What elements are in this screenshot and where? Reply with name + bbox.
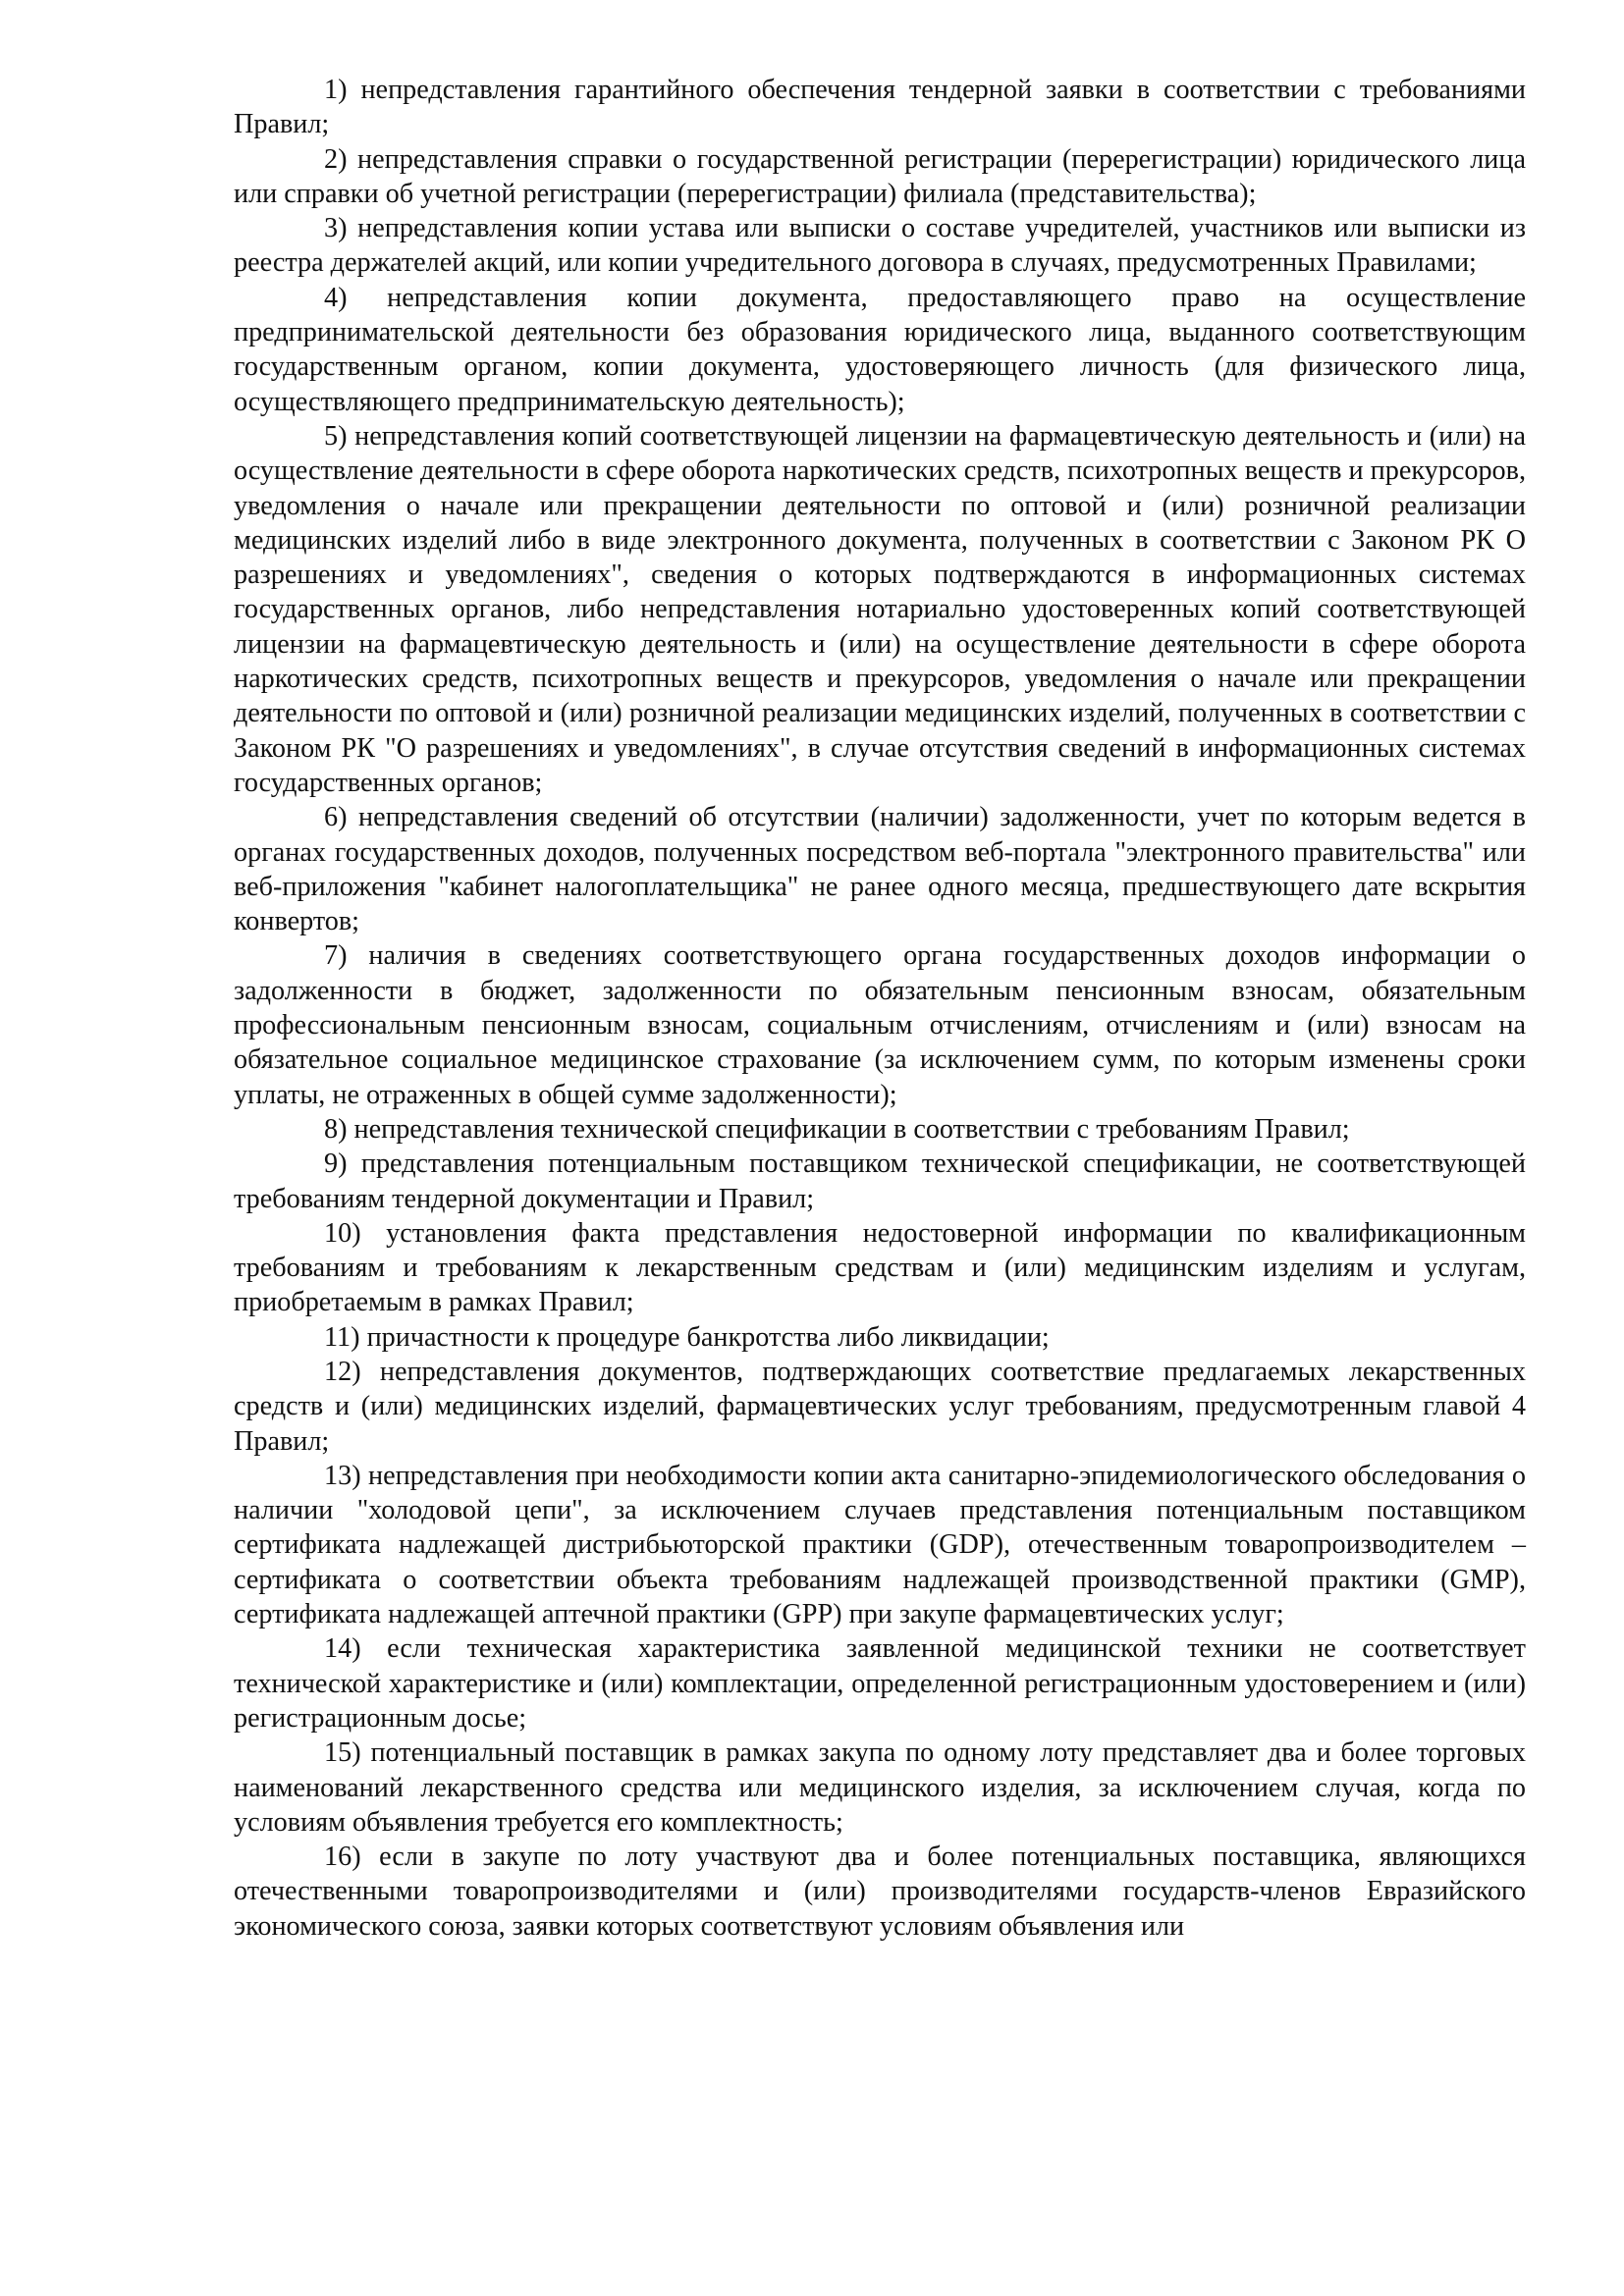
- list-item: 9) представления потенциальным поставщиком технической спецификации, не соответствующей требованиям тендерной документации и Правил;: [234, 1148, 1526, 1214]
- list-item: 14) если техническая характеристика заявленной медицинской техники не соответствует технической характеристике и (или) комплектации, определенной регистрационным удостоверением и (или) регистрационным досье;: [234, 1633, 1526, 1734]
- list-item: 1) непредставления гарантийного обеспечения тендерной заявки в соответствии с требованиями Правил;: [234, 75, 1526, 140]
- list-item: 16) если в закупе по лоту участвуют два и более потенциальных поставщика, являющихся отечественными товаропроизводителями и (или) производителями государств-членов Евразийского экономического союза, заявки которых соответствуют условиям объявления или: [234, 1842, 1526, 1942]
- list-item: 2) непредставления справки о государственной регистрации (перерегистрации) юридического лица или справки об учетной регистрации (перерегистрации) филиала (представительства);: [234, 143, 1526, 209]
- list-item: 5) непредставления копий соответствующей лицензии на фармацевтическую деятельность и (или) на осуществление деятельности в сфере оборота наркотических средств, психотропных веществ и прекурсоров, уведомления о начале или прекращении деятельности по оптовой и (или) розничной реализации медицинских изделий либо в виде электронного документа, полученных в соответствии с Законом РК О разрешениях и уведомлениях", сведения о которых подтверждаются в информационных системах государственных органов, либо непредставления нотариально удостоверенных копий соответствующей лицензии на фармацевтическую деятельность и (или) на осуществление деятельности в сфере оборота наркотических средств, психотропных веществ и прекурсоров, уведомления о начале или прекращении деятельности по оптовой и (или) розничной реализации медицинских изделий, полученных в соответствии с Законом РК "О разрешениях и уведомлениях", в случае отсутствия сведений в информационных системах государственных органов;: [234, 420, 1526, 798]
- list-item: 11) причастности к процедуре банкротства либо ликвидации;: [324, 1321, 1050, 1353]
- list-item: 7) наличия в сведениях соответствующего органа государственных доходов информации о задолженности в бюджет, задолженности по обязательным пенсионным взносам, обязательным профессиональным пенсионным взносам, социальным отчислениям, отчислениям и (или) взносам на обязательное социальное медицинское страхование (за исключением сумм, по которым изменены сроки уплаты, не отраженных в общей сумме задолженности);: [234, 940, 1526, 1110]
- list-item: 15) потенциальный поставщик в рамках закупа по одному лоту представляет два и более торговых наименований лекарственного средства или медицинского изделия, за исключением случая, когда по условиям объявления требуется его комплектность;: [234, 1737, 1526, 1838]
- document-page: [234, 73, 1526, 1944]
- list-item: 4) непредставления копии документа, предоставляющего право на осуществление предпринимательской деятельности без образования юридического лица, выданного соответствующим государственным органом, копии документа, удостоверяющего личность (для физического лица, осуществляющего предпринимательскую деятельность);: [234, 282, 1526, 417]
- list-item: 12) непредставления документов, подтверждающих соответствие предлагаемых лекарственных средств и (или) медицинских изделий, фармацевтических услуг требованиям, предусмотренным главой 4 Правил;: [234, 1356, 1526, 1457]
- list-item: 6) непредставления сведений об отсутствии (наличии) задолженности, учет по которым ведется в органах государственных доходов, полученных посредством веб-портала "электронного правительства" или веб-приложения "кабинет налогоплательщика" не ранее одного месяца, предшествующего дате вскрытия конвертов;: [234, 802, 1526, 937]
- list-item: 8) непредставления технической спецификации в соответствии с требованиям Правил;: [324, 1113, 1350, 1145]
- list-item: 3) непредставления копии устава или выписки о составе учредителей, участников или выписки из реестра держателей акций, или копии учредительного договора в случаях, предусмотренных Правилами;: [234, 213, 1526, 279]
- list-item: 13) непредставления при необходимости копии акта санитарно-эпидемиологического обследования о наличии "холодовой цепи", за исключением случаев представления потенциальным поставщиком сертификата надлежащей дистрибьюторской практики (GDP), отечественным товаропроизводителем – сертификата о соответствии объекта требованиям надлежащей производственной практики (GMP), сертификата надлежащей аптечной практики (GPP) при закупе фармацевтических услуг;: [234, 1460, 1526, 1630]
- list-item: 10) установления факта представления недостоверной информации по квалификационным требованиям и требованиям к лекарственным средствам и (или) медицинским изделиям и услугам, приобретаемым в рамках Правил;: [234, 1217, 1526, 1318]
